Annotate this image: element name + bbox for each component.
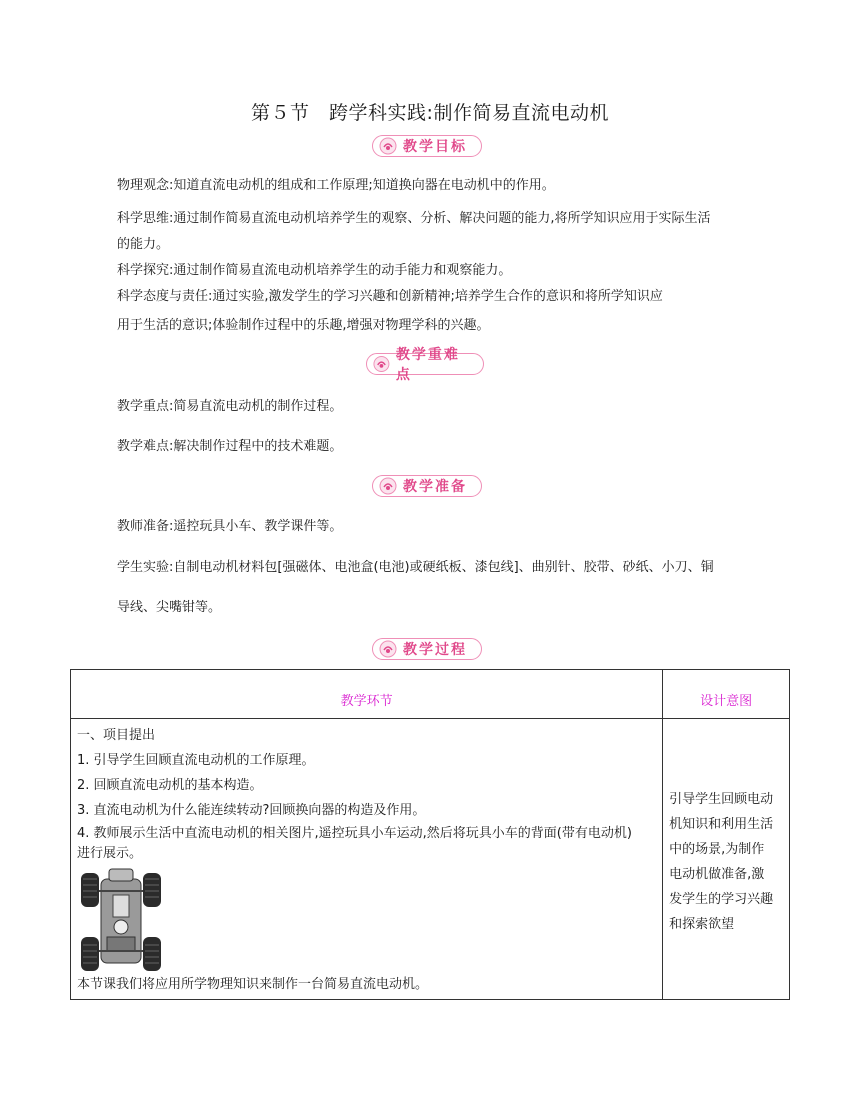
section-icon xyxy=(379,640,397,658)
intent-line: 引导学生回顾电动 xyxy=(669,792,774,807)
closing-line: 本节课我们将应用所学物理知识来制作一台简易直流电动机。 xyxy=(77,977,429,992)
step-line: 一、项目提出 xyxy=(77,728,156,743)
section-badge-keypoints xyxy=(366,347,484,383)
objective-line: 科学思维:通过制作简易直流电动机培养学生的观察、分析、解决问题的能力,将所学知识应用于实际生活 xyxy=(117,211,711,226)
design-intent-cell xyxy=(663,719,790,1000)
section-badge-objectives xyxy=(372,135,482,157)
objective-line: 科学态度与责任:通过实验,激发学生的学习兴趣和创新精神;培养学生合作的意识和将所学知识应 xyxy=(117,289,663,304)
section-icon xyxy=(379,477,397,495)
step-line: 3. 直流电动机为什么能连续转动?回顾换向器的构造及作用。 xyxy=(77,803,426,818)
table-row xyxy=(71,719,790,1000)
section-badge-process xyxy=(372,638,482,660)
header-teaching-steps: 教学环节 xyxy=(71,670,663,719)
process-table xyxy=(70,669,790,1000)
preparation-line: 导线、尖嘴钳等。 xyxy=(117,600,222,615)
section-badge-label: 教学准备 xyxy=(403,479,467,495)
section-badge-label: 教学过程 xyxy=(403,642,467,658)
intent-line: 发学生的学习兴趣 xyxy=(669,892,774,907)
table-header-row xyxy=(71,670,790,719)
objective-line: 物理观念:知道直流电动机的组成和工作原理;知道换向器在电动机中的作用。 xyxy=(117,178,555,193)
step-line: 1. 引导学生回顾直流电动机的工作原理。 xyxy=(77,753,315,768)
objective-line: 用于生活的意识;体验制作过程中的乐趣,增强对物理学科的兴趣。 xyxy=(117,318,490,333)
intent-line: 机知识和利用生活 xyxy=(669,817,774,832)
step-line: 2. 回顾直流电动机的基本构造。 xyxy=(77,778,263,793)
preparation-line: 学生实验:自制电动机材料包[强磁体、电池盒(电池)或硬纸板、漆包线]、曲别针、胶带、砂纸、小刀、铜 xyxy=(117,560,714,575)
page-title: 第５节 跨学科实践:制作简易直流电动机 xyxy=(251,102,609,124)
preparation-line: 教师准备:遥控玩具小车、教学课件等。 xyxy=(117,519,343,534)
intent-line: 中的场景,为制作 xyxy=(669,842,765,857)
intent-line: 电动机做准备,激 xyxy=(669,867,765,882)
objective-line: 的能力。 xyxy=(117,237,170,252)
step-line: 进行展示。 xyxy=(77,846,143,861)
section-badge-label: 教学重难点 xyxy=(395,347,460,383)
objective-line: 科学探究:通过制作简易直流电动机培养学生的动手能力和观察能力。 xyxy=(117,263,512,278)
section-badge-preparation xyxy=(372,475,482,497)
rc-car-underside-image xyxy=(79,865,163,975)
step-line: 4. 教师展示生活中直流电动机的相关图片,遥控玩具小车运动,然后将玩具小车的背面(带有电动机) xyxy=(77,826,632,841)
section-badge-label: 教学目标 xyxy=(403,139,467,155)
section-icon xyxy=(373,355,390,373)
teaching-steps-cell xyxy=(71,719,663,1000)
header-design-intent: 设计意图 xyxy=(663,670,790,719)
section-icon xyxy=(379,137,397,155)
keypoint-line: 教学难点:解决制作过程中的技术难题。 xyxy=(117,439,343,454)
keypoint-line: 教学重点:简易直流电动机的制作过程。 xyxy=(117,399,343,414)
intent-line: 和探索欲望 xyxy=(669,917,735,932)
